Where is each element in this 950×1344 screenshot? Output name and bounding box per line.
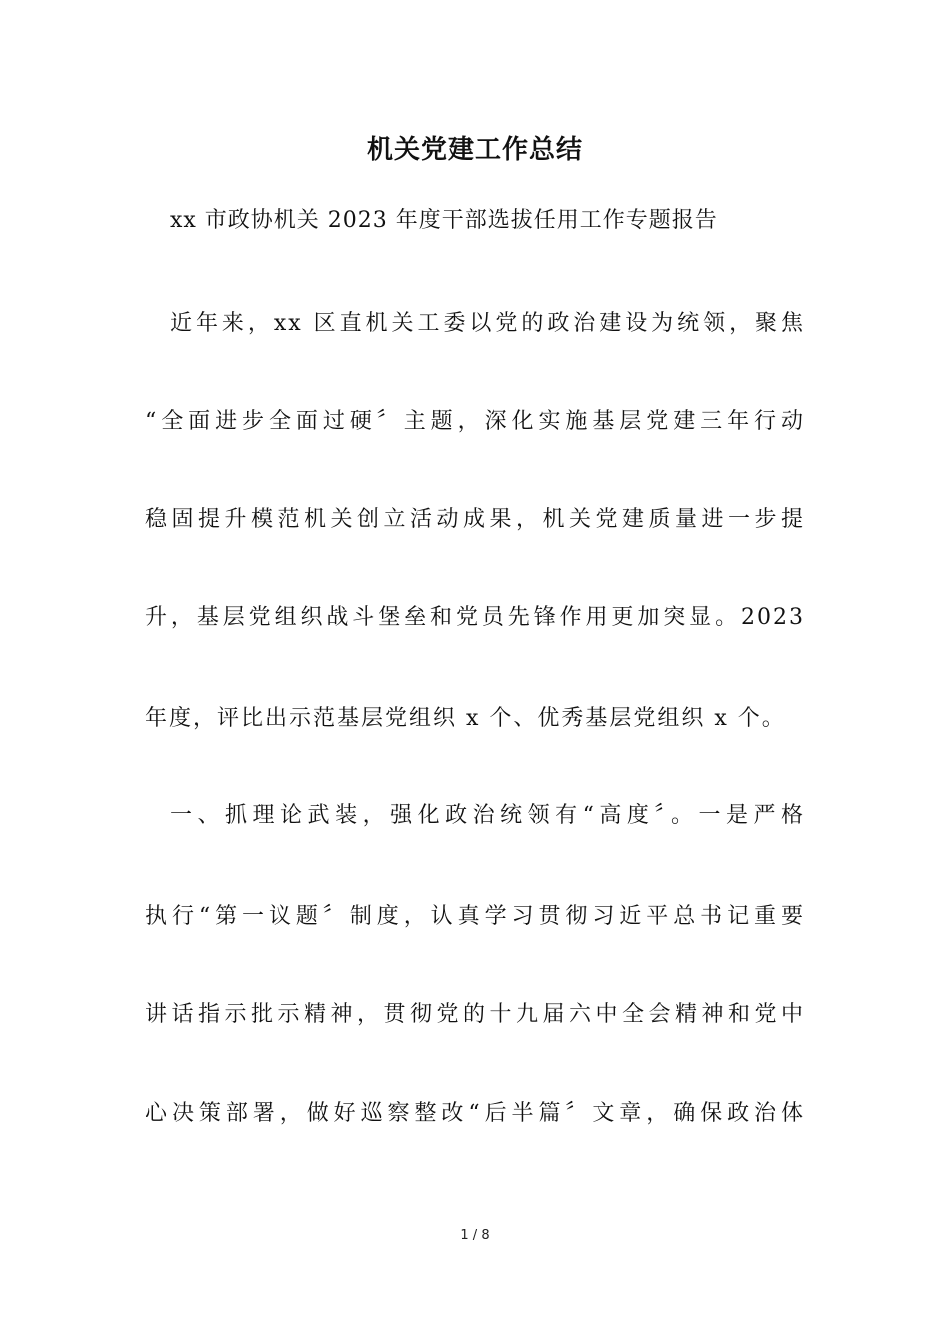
paragraph-line: 一、抓理论武装，强化政治统领有“高度〞。一是严格 bbox=[170, 803, 805, 828]
document-title: 机关党建工作总结 bbox=[366, 135, 583, 165]
paragraph-line: 讲话指示批示精神，贯彻党的十九届六中全会精神和党中 bbox=[145, 1002, 805, 1027]
paragraph-line: 近年来，xx 区直机关工委以党的政治建设为统领，聚焦 bbox=[170, 311, 805, 336]
page-number: 1 / 8 bbox=[460, 1228, 490, 1243]
paragraph-line: 升，基层党组织战斗堡垒和党员先锋作用更加突显。2023 bbox=[145, 605, 805, 630]
paragraph-line: “全面进步全面过硬〞主题，深化实施基层党建三年行动 bbox=[145, 409, 805, 434]
paragraph-line: 年度，评比出示范基层党组织 x 个、优秀基层党组织 x 个。 bbox=[145, 706, 786, 731]
paragraph-line: 心决策部署，做好巡察整改“后半篇〞文章，确保政治体 bbox=[145, 1101, 805, 1126]
document-subtitle: xx 市政协机关 2023 年度干部选拔任用工作专题报告 bbox=[170, 208, 718, 233]
paragraph-line: 执行“第一议题〞制度，认真学习贯彻习近平总书记重要 bbox=[145, 904, 805, 929]
paragraph-line: 稳固提升模范机关创立活动成果，机关党建质量进一步提 bbox=[145, 507, 805, 532]
